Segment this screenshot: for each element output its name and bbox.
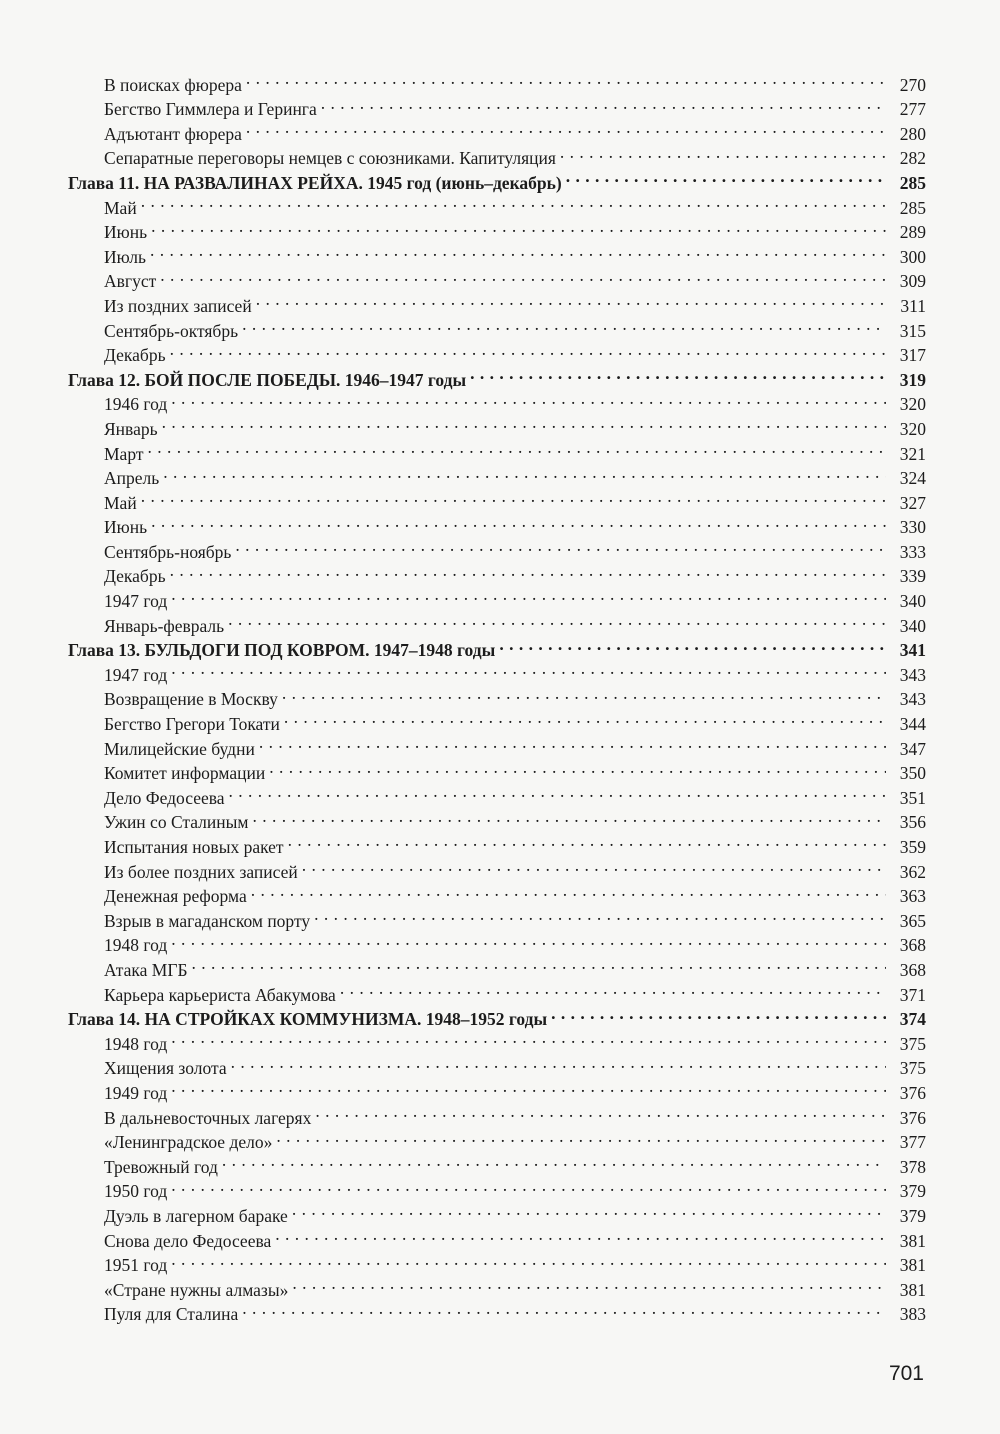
dot-leader — [228, 607, 886, 632]
dot-leader — [171, 1074, 886, 1099]
toc-entry-title: Из более поздних записей — [104, 861, 298, 882]
toc-entry-row — [68, 337, 926, 366]
toc-entry-row — [68, 509, 926, 538]
toc-entry-title: Май — [104, 197, 137, 218]
toc-entry-title: Дуэль в лагерном бараке — [104, 1205, 288, 1226]
dot-leader — [229, 779, 886, 804]
toc-entry-row — [68, 1099, 926, 1128]
toc-entry-row — [68, 214, 926, 243]
dot-leader — [171, 1247, 886, 1272]
toc-entry-row — [68, 1050, 926, 1079]
toc-entry-page: 339 — [899, 566, 926, 587]
dot-leader — [321, 91, 886, 116]
dot-leader — [276, 1124, 886, 1149]
toc-entry-page: 383 — [899, 1304, 926, 1325]
toc-entry-row — [68, 1074, 926, 1103]
toc-entry-row — [68, 287, 926, 316]
toc-entry-title: Август — [104, 271, 157, 292]
toc-entry-page: 368 — [899, 935, 926, 956]
toc-entry-title: Декабрь — [104, 566, 166, 587]
toc-entry-page: 379 — [899, 1205, 926, 1226]
dot-leader — [171, 386, 886, 411]
dot-leader — [192, 951, 886, 976]
toc-entry-row — [68, 435, 926, 464]
toc-entry-title: «Ленинградское дело» — [104, 1132, 273, 1153]
toc-entry-title: Сентябрь-ноябрь — [104, 541, 232, 562]
toc-entry-title: Бегство Гиммлера и Геринга — [104, 99, 317, 120]
toc-entry-page: 321 — [899, 443, 926, 464]
toc-entry-title: Взрыв в магаданском порту — [104, 910, 311, 931]
toc-entry-page: 363 — [899, 886, 926, 907]
toc-entry-title: Пуля для Сталина — [104, 1304, 239, 1325]
toc-entry-title: Июнь — [104, 222, 148, 243]
toc-entry-title: Бегство Грегори Токати — [104, 714, 280, 735]
toc-entry-title: Июль — [104, 246, 146, 267]
toc-entry-title: Адъютант фюрера — [104, 123, 242, 144]
dot-leader — [315, 1099, 886, 1124]
page-number: 701 — [888, 1362, 924, 1385]
toc-entry-row — [68, 1271, 926, 1300]
dot-leader — [246, 66, 886, 91]
dot-leader — [141, 484, 886, 509]
toc-entry-page: 375 — [899, 1033, 926, 1054]
toc-entry-row — [68, 1173, 926, 1202]
toc-entry-title: Снова дело Федосеева — [104, 1230, 272, 1251]
toc-entry-title: Апрель — [104, 468, 160, 489]
toc-entry-page: 368 — [899, 959, 926, 980]
toc-entry-title: Милицейские будни — [104, 738, 255, 759]
toc-entry-title: Ужин со Сталиным — [104, 812, 249, 833]
toc-entry-page: 376 — [899, 1107, 926, 1128]
toc-entry-row — [68, 189, 926, 218]
dot-leader — [292, 1197, 886, 1222]
toc-entry-title: Тревожный год — [104, 1156, 218, 1177]
dot-leader — [160, 263, 886, 288]
toc-entry-row — [68, 976, 926, 1005]
toc-entry-page: 381 — [899, 1230, 926, 1251]
dot-leader — [246, 115, 886, 140]
toc-entry-page: 330 — [899, 517, 926, 538]
toc-entry-title: Январь-февраль — [104, 615, 225, 636]
dot-leader — [269, 755, 886, 780]
toc-entry-page: 350 — [899, 763, 926, 784]
toc-entry-row — [68, 1197, 926, 1226]
toc-entry-page: 300 — [899, 246, 926, 267]
toc-entry-row — [68, 1247, 926, 1276]
toc-entry-title: Возвращение в Москву — [104, 689, 278, 710]
toc-entry-row — [68, 607, 926, 636]
toc-entry-title: Атака МГБ — [104, 959, 188, 980]
toc-entry-title: Март — [104, 443, 144, 464]
dot-leader — [163, 460, 886, 485]
toc-entry-title: 1951 год — [104, 1255, 168, 1276]
dot-leader — [314, 902, 886, 927]
dot-leader — [148, 435, 887, 460]
dot-leader — [284, 705, 886, 730]
toc-entry-title: Глава 12. БОЙ ПОСЛЕ ПОБЕДЫ. 1946–1947 годы — [68, 369, 467, 390]
toc-entry-page: 311 — [900, 295, 926, 316]
dot-leader — [150, 238, 886, 263]
dot-leader — [259, 730, 886, 755]
dot-leader — [302, 853, 886, 878]
toc-entry-title: 1950 год — [104, 1181, 168, 1202]
toc-entry-title: Сепаратные переговоры немцев с союзниками. Капитуляция — [104, 148, 556, 169]
toc-entry-page: 340 — [899, 615, 926, 636]
dot-leader — [275, 1222, 886, 1247]
dot-leader — [566, 164, 886, 189]
toc-entry-row — [68, 410, 926, 439]
toc-entry-page: 320 — [899, 418, 926, 439]
dot-leader — [151, 214, 886, 239]
toc-entry-title: 1948 год — [104, 1033, 168, 1054]
dot-leader — [340, 976, 886, 1001]
dot-leader — [222, 1148, 886, 1173]
dot-leader — [252, 804, 886, 829]
toc-entry-page: 377 — [899, 1132, 926, 1153]
toc-entry-page: 277 — [899, 99, 926, 120]
toc-entry-title: Май — [104, 492, 137, 513]
toc-entry-page: 351 — [899, 787, 926, 808]
toc-entry-page: 374 — [899, 1009, 926, 1030]
toc-entry-row — [68, 533, 926, 562]
toc-entry-row — [68, 582, 926, 612]
dot-leader — [282, 681, 886, 706]
dot-leader — [171, 1025, 886, 1050]
toc-entry-title: Дело Федосеева — [104, 787, 225, 808]
toc-entry-row — [68, 558, 926, 587]
toc-entry-page: 343 — [899, 689, 926, 710]
toc-entry-title: 1949 год — [104, 1082, 168, 1103]
toc-entry-title: 1946 год — [104, 394, 168, 415]
toc-entry-page: 289 — [899, 222, 926, 243]
toc-entry-page: 381 — [899, 1255, 926, 1276]
toc-entry-row — [68, 263, 926, 292]
toc-entry-page: 333 — [899, 541, 926, 562]
toc-entry-title: В поисках фюрера — [104, 74, 242, 95]
toc-chapter-row — [68, 361, 926, 390]
toc-entry-row — [68, 460, 926, 489]
dot-leader — [235, 533, 886, 558]
toc-entry-title: Глава 14. НА СТРОЙКАХ КОММУНИЗМА. 1948–1952 годы — [68, 1009, 548, 1030]
toc-entry-page: 285 — [899, 172, 926, 193]
toc-entry-page: 317 — [899, 345, 926, 366]
dot-leader — [560, 140, 886, 165]
toc-entry-title: Январь — [104, 418, 158, 439]
toc-entry-title: Из поздних записей — [104, 295, 252, 316]
toc-entry-row — [68, 1025, 926, 1054]
toc-entry-title: Карьера карьериста Абакумова — [104, 984, 336, 1005]
toc-entry-title: В дальневосточных лагерях — [104, 1107, 312, 1128]
toc-entry-page: 319 — [899, 369, 926, 390]
dot-leader — [551, 1001, 886, 1026]
toc-entry-page: 365 — [899, 910, 926, 931]
dot-leader — [242, 312, 886, 337]
toc-entry-page: 362 — [899, 861, 926, 882]
dot-leader — [470, 361, 886, 386]
toc-entry-title: Хищения золота — [104, 1058, 227, 1079]
toc-entry-page: 270 — [899, 74, 926, 95]
toc-entry-page: 280 — [899, 123, 926, 144]
toc-entry-page: 343 — [899, 664, 926, 685]
toc-entry-page: 315 — [899, 320, 926, 341]
dot-leader — [171, 927, 886, 952]
toc-entry-page: 320 — [899, 394, 926, 415]
toc-entry-title: Глава 11. НА РАЗВАЛИНАХ РЕЙХА. 1945 год (июнь–декабрь) — [68, 172, 562, 193]
dot-leader — [171, 1173, 886, 1198]
dot-leader — [171, 582, 886, 607]
toc-entry-title: 1947 год — [104, 591, 168, 612]
toc-entry-title: Июнь — [104, 517, 148, 538]
dot-leader — [231, 1050, 886, 1075]
toc-entry-row — [68, 238, 926, 267]
toc-entry-title: Испытания новых ракет — [104, 837, 284, 857]
toc-entry-row — [68, 681, 926, 710]
toc-entry-title: Денежная реформа — [104, 886, 247, 907]
toc-entry-row — [68, 386, 926, 415]
toc-entry-page: 376 — [899, 1082, 926, 1103]
toc-entry-page: 309 — [899, 271, 926, 292]
toc-entry-page: 371 — [899, 984, 926, 1005]
dot-leader — [288, 828, 886, 853]
dot-leader — [170, 337, 886, 362]
dot-leader — [242, 1296, 886, 1321]
toc-entry-page: 347 — [899, 738, 926, 759]
toc-entry-page: 340 — [899, 591, 926, 612]
table-of-contents — [68, 66, 926, 1325]
toc-entry-row — [68, 656, 926, 685]
toc-entry-page: 359 — [899, 837, 926, 857]
toc-entry-row — [68, 951, 926, 980]
dot-leader — [151, 509, 886, 534]
dot-leader — [256, 287, 886, 312]
toc-entry-page: 375 — [899, 1058, 926, 1079]
dot-leader — [499, 632, 886, 657]
toc-entry-title: 1948 год — [104, 935, 168, 956]
toc-entry-title: Сентябрь-октябрь — [104, 320, 239, 341]
toc-entry-page: 379 — [899, 1181, 926, 1202]
toc-entry-page: 381 — [899, 1279, 926, 1300]
toc-entry-page: 356 — [899, 812, 926, 833]
dot-leader — [171, 656, 886, 681]
toc-entry-page: 344 — [899, 714, 926, 735]
toc-entry-page: 378 — [899, 1156, 926, 1177]
toc-entry-page: 324 — [899, 468, 926, 489]
toc-entry-page: 327 — [899, 492, 926, 513]
toc-entry-title: 1947 год — [104, 664, 168, 685]
toc-entry-row — [68, 484, 926, 513]
toc-entry-title: Глава 13. БУЛЬДОГИ ПОД КОВРОМ. 1947–1948 годы — [68, 640, 496, 661]
dot-leader — [141, 189, 886, 214]
toc-entry-page: 341 — [899, 640, 926, 661]
toc-entry-title: Декабрь — [104, 345, 166, 366]
dot-leader — [170, 558, 886, 583]
toc-entry-row — [68, 66, 926, 95]
toc-entry-title: Комитет информации — [104, 763, 266, 784]
dot-leader — [251, 878, 886, 903]
toc-entry-page: 285 — [899, 197, 926, 218]
toc-entry-row — [68, 927, 926, 956]
toc-entry-title: «Стране нужны алмазы» — [104, 1279, 289, 1300]
toc-entry-page: 282 — [899, 148, 926, 169]
dot-leader — [292, 1271, 886, 1296]
dot-leader — [162, 410, 886, 435]
